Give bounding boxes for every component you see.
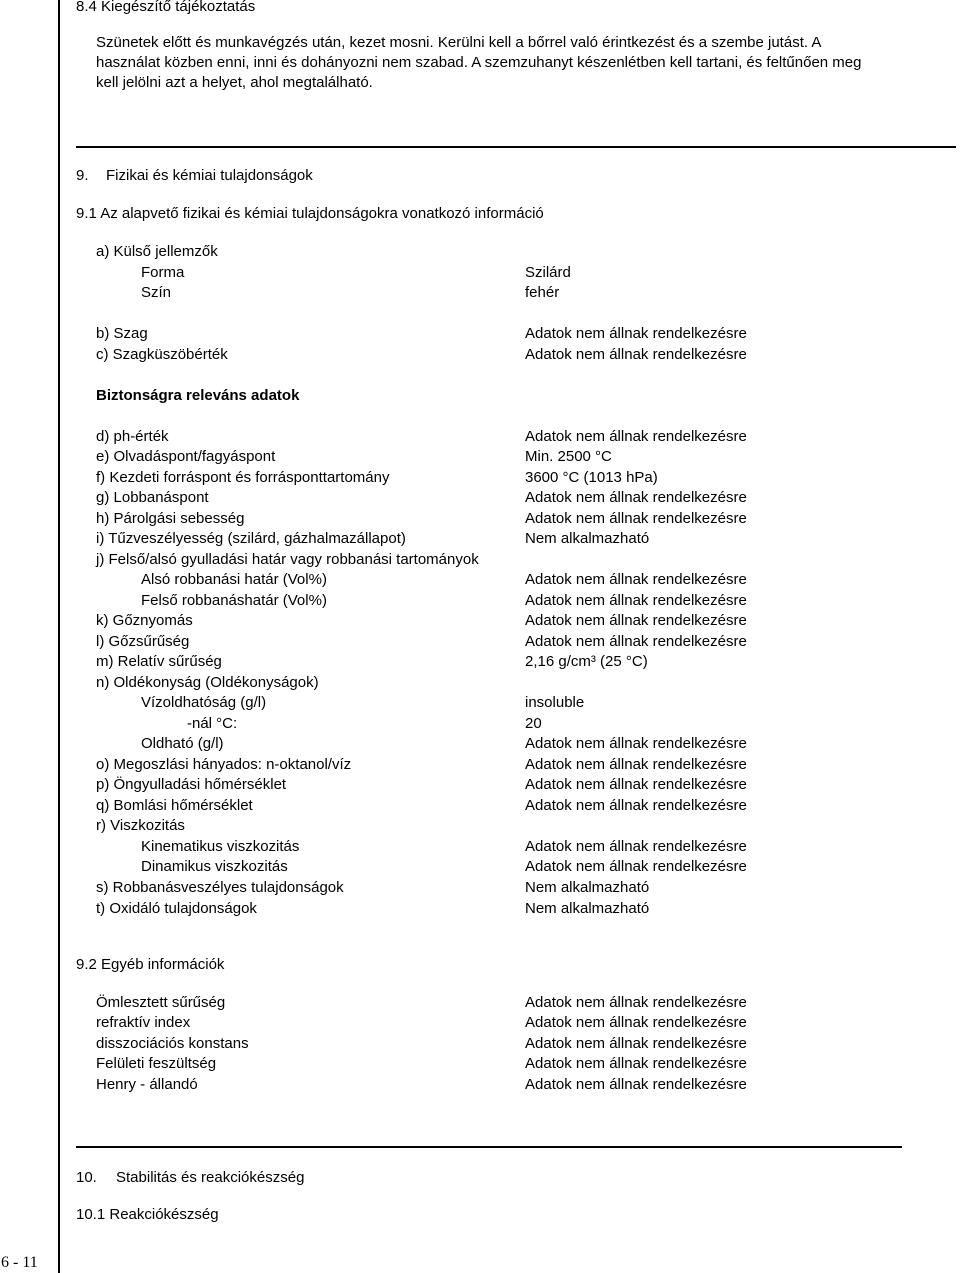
page-number: 6 - 11 xyxy=(1,1254,38,1271)
subsection-9-2-heading: 9.2 Egyéb információk xyxy=(76,956,225,973)
other-info-label: Ömlesztett sűrűség xyxy=(96,994,226,1011)
property-value: Min. 2500 °C xyxy=(525,448,612,465)
property-value: Adatok nem állnak rendelkezésre xyxy=(525,776,747,793)
property-label: q) Bomlási hőmérséklet xyxy=(96,797,253,814)
left-margin-rule xyxy=(58,0,60,1273)
section-8-4-heading: 8.4 Kiegészítő tájékoztatás xyxy=(76,0,256,15)
section-10-title: Stabilitás és reakciókészség xyxy=(116,1169,305,1186)
property-label: d) ph-érték xyxy=(96,428,169,445)
color-label: Szín xyxy=(141,284,172,301)
property-label: Felső robbanáshatár (Vol%) xyxy=(141,592,327,609)
section-10-number: 10. xyxy=(76,1169,97,1186)
property-label: Alsó robbanási határ (Vol%) xyxy=(141,571,327,588)
property-value: Adatok nem állnak rendelkezésre xyxy=(525,735,747,752)
property-value: Adatok nem állnak rendelkezésre xyxy=(525,489,747,506)
property-label: n) Oldékonyság (Oldékonyságok) xyxy=(96,674,319,691)
section-divider xyxy=(76,1146,902,1148)
paragraph-line: kell jelölni azt a helyet, ahol megtalálható. xyxy=(96,74,373,91)
property-value: Adatok nem állnak rendelkezésre xyxy=(525,756,747,773)
paragraph-line: Szünetek előtt és munkavégzés után, kezet mosni. Kerülni kell a bőrrel való érintkezést és a szembe jutást. A xyxy=(96,34,822,51)
property-label: m) Relatív sűrűség xyxy=(96,653,222,670)
property-value: Adatok nem állnak rendelkezésre xyxy=(525,858,747,875)
other-info-value: Adatok nem állnak rendelkezésre xyxy=(525,1055,747,1072)
property-value: Nem alkalmazható xyxy=(525,530,650,547)
property-label: f) Kezdeti forráspont és forrásponttartomány xyxy=(96,469,390,486)
property-value: Nem alkalmazható xyxy=(525,879,650,896)
property-value: Nem alkalmazható xyxy=(525,900,650,917)
other-info-label: Felületi feszültség xyxy=(96,1055,217,1072)
property-label: h) Párolgási sebesség xyxy=(96,510,245,527)
property-value: 20 xyxy=(525,715,542,732)
property-value: Adatok nem állnak rendelkezésre xyxy=(525,510,747,527)
odor-label: b) Szag xyxy=(96,325,148,342)
safety-data-heading: Biztonságra releváns adatok xyxy=(96,387,300,404)
section-divider xyxy=(76,146,956,148)
property-value: Adatok nem állnak rendelkezésre xyxy=(525,633,747,650)
property-value: Adatok nem állnak rendelkezésre xyxy=(525,612,747,629)
property-label: j) Felső/alsó gyulladási határ vagy robbanási tartományok xyxy=(96,551,479,568)
property-value: 2,16 g/cm³ (25 °C) xyxy=(525,653,648,670)
property-value: Adatok nem állnak rendelkezésre xyxy=(525,571,747,588)
other-info-value: Adatok nem állnak rendelkezésre xyxy=(525,1035,747,1052)
form-label: Forma xyxy=(141,264,185,281)
property-label: -nál °C: xyxy=(187,715,238,732)
odor-threshold-label: c) Szagküszöbérték xyxy=(96,346,228,363)
form-value: Szilárd xyxy=(525,264,571,281)
other-info-value: Adatok nem állnak rendelkezésre xyxy=(525,1014,747,1031)
property-label: e) Olvadáspont/fagyáspont xyxy=(96,448,276,465)
color-value: fehér xyxy=(525,284,560,301)
odor-value: Adatok nem állnak rendelkezésre xyxy=(525,325,747,342)
other-info-label: disszociációs konstans xyxy=(96,1035,249,1052)
property-label: i) Tűzveszélyesség (szilárd, gázhalmazállapot) xyxy=(96,530,406,547)
subsection-9-1-heading: 9.1 Az alapvető fizikai és kémiai tulajdonságokra vonatkozó információ xyxy=(76,205,544,222)
paragraph-line: használat közben enni, inni és dohányozni nem szabad. A szemzuhanyt készenlétben kell tartani, és feltűnően meg xyxy=(96,54,862,71)
section-9-title: Fizikai és kémiai tulajdonságok xyxy=(106,167,313,184)
property-label: Vízoldhatóság (g/l) xyxy=(141,694,267,711)
property-label: p) Öngyulladási hőmérséklet xyxy=(96,776,287,793)
other-info-label: refraktív index xyxy=(96,1014,191,1031)
property-value: Adatok nem állnak rendelkezésre xyxy=(525,797,747,814)
section-9-number: 9. xyxy=(76,167,89,184)
property-label: s) Robbanásveszélyes tulajdonságok xyxy=(96,879,344,896)
property-value: Adatok nem állnak rendelkezésre xyxy=(525,838,747,855)
property-value: Adatok nem állnak rendelkezésre xyxy=(525,428,747,445)
other-info-label: Henry - állandó xyxy=(96,1076,198,1093)
property-value: Adatok nem állnak rendelkezésre xyxy=(525,592,747,609)
property-label: Oldható (g/l) xyxy=(141,735,224,752)
other-info-value: Adatok nem állnak rendelkezésre xyxy=(525,994,747,1011)
property-label: Dinamikus viszkozitás xyxy=(141,858,288,875)
property-value: insoluble xyxy=(525,694,585,711)
subsection-10-1-heading: 10.1 Reakciókészség xyxy=(76,1206,219,1223)
property-label: l) Gőzsűrűség xyxy=(96,633,190,650)
other-info-value: Adatok nem állnak rendelkezésre xyxy=(525,1076,747,1093)
external-characteristics-label: a) Külső jellemzők xyxy=(96,243,218,260)
property-label: k) Gőznyomás xyxy=(96,612,193,629)
property-label: g) Lobbanáspont xyxy=(96,489,209,506)
property-label: o) Megoszlási hányados: n-oktanol/víz xyxy=(96,756,352,773)
property-label: Kinematikus viszkozitás xyxy=(141,838,300,855)
property-label: t) Oxidáló tulajdonságok xyxy=(96,900,257,917)
property-label: r) Viszkozitás xyxy=(96,817,185,834)
odor-threshold-value: Adatok nem állnak rendelkezésre xyxy=(525,346,747,363)
property-value: 3600 °C (1013 hPa) xyxy=(525,469,658,486)
